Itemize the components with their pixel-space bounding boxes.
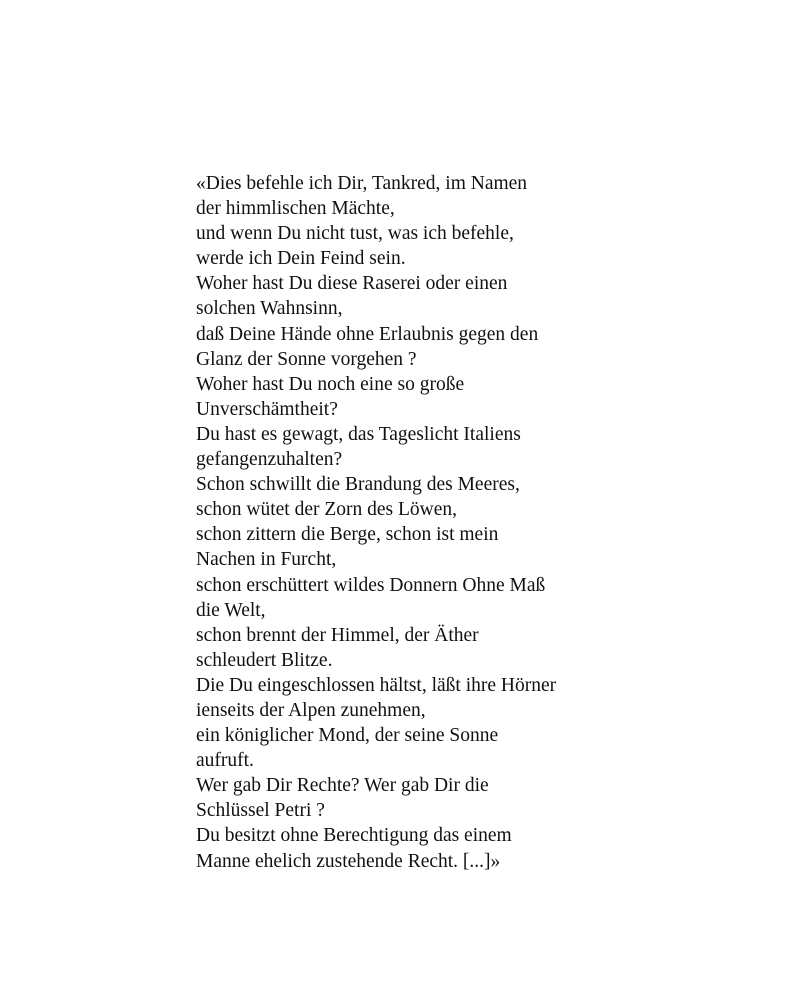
poem-line: schleudert Blitze.	[196, 649, 333, 671]
poem-line: werde ich Dein Feind sein.	[196, 248, 406, 270]
poem-line: Woher hast Du diese Raserei oder einen	[196, 273, 508, 295]
poem-line: schon erschüttert wildes Donnern Ohne Maß	[196, 574, 546, 596]
poem-line: schon wütet der Zorn des Löwen,	[196, 499, 458, 521]
poem-line: Woher hast Du noch eine so große	[196, 373, 465, 395]
poem-line: Glanz der Sonne vorgehen ?	[196, 348, 417, 370]
poem-line: aufruft.	[196, 750, 254, 772]
poem-line: ienseits der Alpen zunehmen,	[196, 699, 426, 721]
poem-line: Manne ehelich zustehende Recht. [...]»	[196, 850, 501, 872]
poem-line: schon brennt der Himmel, der Äther	[196, 624, 479, 646]
poem-line: solchen Wahnsinn,	[196, 298, 343, 320]
poem-line: schon zittern die Berge, schon ist mein	[196, 524, 499, 546]
poem-line: Schon schwillt die Brandung des Meeres,	[196, 474, 520, 496]
poem-line: Du besitzt ohne Berechtigung das einem	[196, 825, 512, 847]
poem-line: der himmlischen Mächte,	[196, 198, 395, 220]
poem-line: und wenn Du nicht tust, was ich befehle,	[196, 223, 514, 245]
poem-line: Nachen in Furcht,	[196, 549, 337, 571]
poem-line: Schlüssel Petri ?	[196, 800, 325, 822]
poem-line: daß Deine Hände ohne Erlaubnis gegen den	[196, 323, 539, 345]
poem-line: Unverschämtheit?	[196, 398, 338, 420]
poem-line: «Dies befehle ich Dir, Tankred, im Namen	[196, 173, 528, 194]
poem-line: Die Du eingeschlossen hältst, läßt ihre Hörner	[196, 674, 557, 696]
poem-line: Du hast es gewagt, das Tageslicht Italiens	[196, 423, 521, 445]
poem-line: gefangenzuhalten?	[196, 449, 343, 471]
poem-line: ein königlicher Mond, der seine Sonne	[196, 725, 499, 747]
poem-line: Wer gab Dir Rechte? Wer gab Dir die	[196, 775, 489, 797]
poem-text-block	[196, 171, 616, 874]
poem-line: die Welt,	[196, 599, 266, 621]
